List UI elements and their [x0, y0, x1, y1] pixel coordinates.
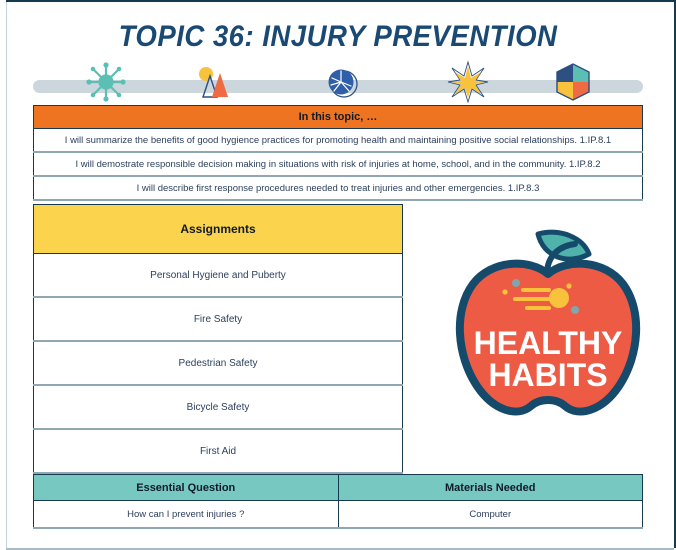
icon-strip [33, 80, 643, 93]
page-title: TOPIC 36: INJURY PREVENTION [118, 20, 558, 53]
apple-word-line1: HEALTHY [473, 325, 623, 361]
apple-word-line2: HABITS [488, 357, 608, 393]
objective-item: I will demostrate responsible decision making in situations with risk of injuries at home, school, and in the community. 1.IP.8.2 [34, 152, 643, 176]
table-row [34, 152, 643, 176]
healthy-habits-apple-logo [443, 226, 653, 438]
essential-question-value: How can I prevent injuries ? [34, 501, 339, 529]
assignments-table [33, 204, 403, 474]
objectives-table [33, 105, 643, 201]
materials-needed-value: Computer [338, 501, 643, 529]
assignments-header: Assignments [34, 205, 403, 254]
essential-question-table [33, 474, 643, 529]
table-row [34, 385, 403, 429]
objective-item: I will describe first response procedures needed to treat injuries and other emergencies. 1.IP.8.3 [34, 176, 643, 200]
assignment-item[interactable]: First Aid [34, 429, 403, 473]
essential-question-header: Essential Question [34, 475, 339, 501]
materials-needed-header: Materials Needed [338, 475, 643, 501]
table-row [34, 254, 403, 298]
cube-icon [551, 60, 595, 104]
assignment-item[interactable]: Bicycle Safety [34, 385, 403, 429]
assignment-item[interactable]: Fire Safety [34, 297, 403, 341]
table-row [34, 429, 403, 473]
table-row [34, 106, 643, 129]
table-row [34, 501, 643, 529]
table-row [34, 475, 643, 501]
page-border-top [6, 0, 676, 2]
table-row [34, 176, 643, 200]
assignment-item[interactable]: Personal Hygiene and Puberty [34, 254, 403, 298]
assignment-item[interactable]: Pedestrian Safety [34, 341, 403, 385]
starburst-icon [446, 60, 490, 104]
germ-icon [84, 60, 128, 104]
page-border-left [6, 2, 7, 548]
table-row [34, 341, 403, 385]
objectives-header: In this topic, … [34, 106, 643, 129]
objective-item: I will summarize the benefits of good hygience practices for promoting health and maintaining positive social relationships. 1.IP.8.1 [34, 129, 643, 153]
stopwatch-icon [320, 60, 364, 104]
table-row [34, 129, 643, 153]
table-row [34, 205, 403, 254]
mountain-sunrise-icon [190, 60, 234, 104]
table-row [34, 297, 403, 341]
